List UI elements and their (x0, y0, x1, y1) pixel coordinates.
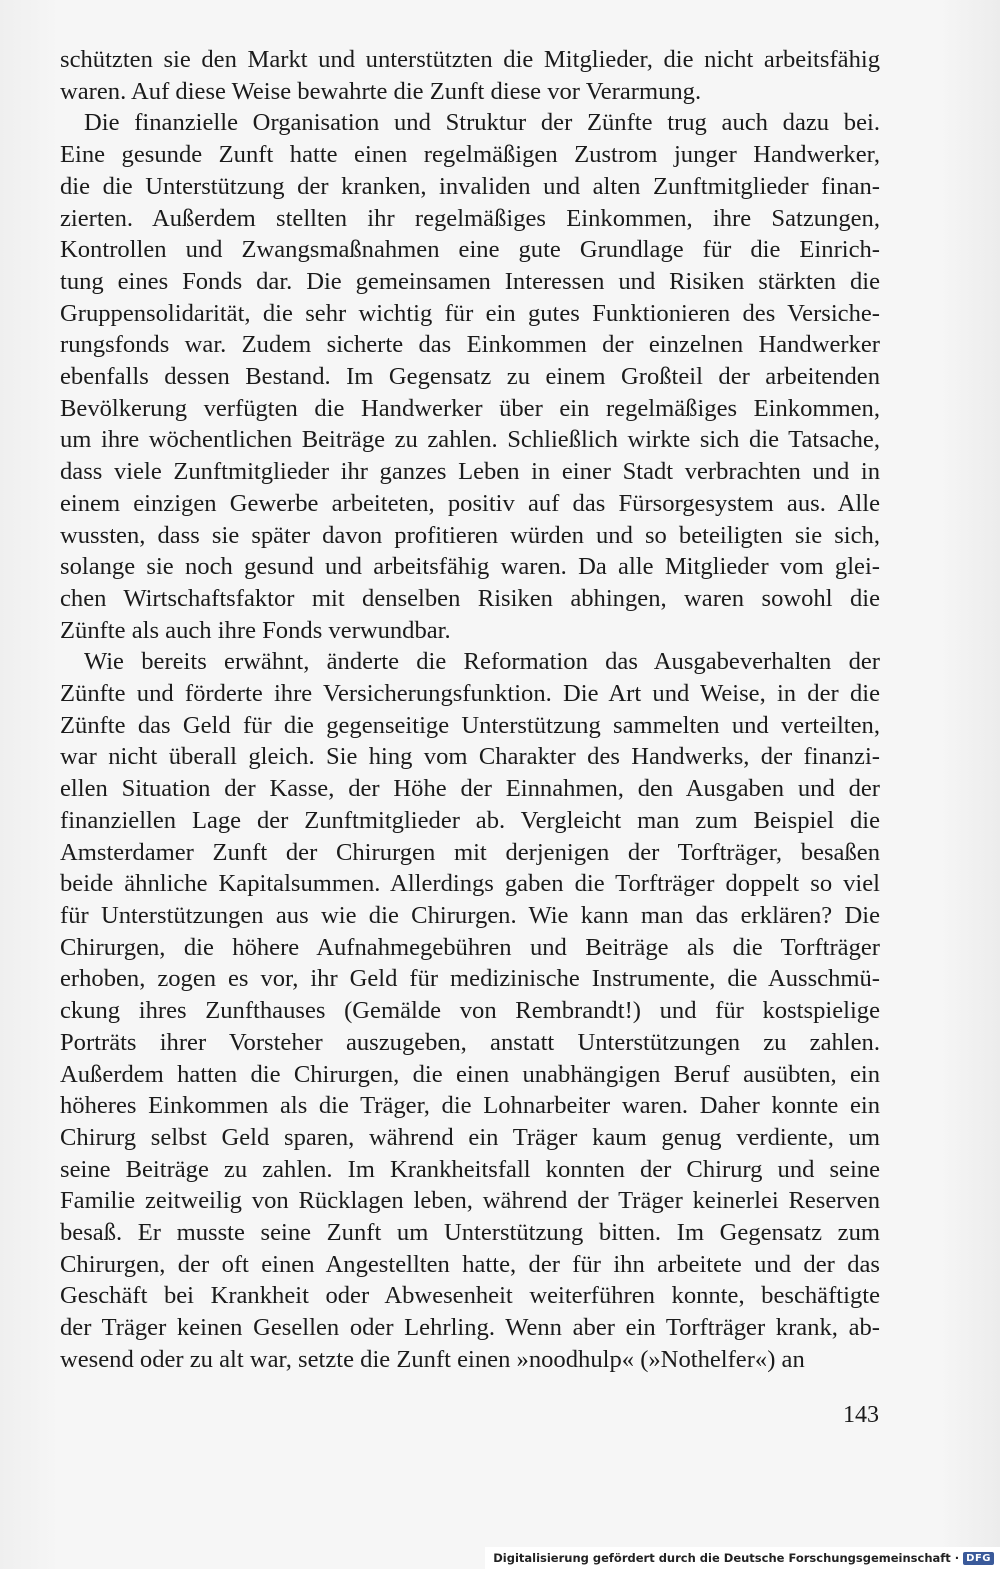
text-line: beide ähnliche Kapitalsummen. Allerdings gaben die Torfträger doppelt so viel (60, 870, 880, 898)
text-line: Gruppensolidarität, die sehr wichtig für ein gutes Funktionieren des Versiche- (60, 299, 880, 327)
text-line: Zünfte als auch ihre Fonds verwundbar. (60, 616, 451, 644)
text-line: zierten. Außerdem stellten ihr regelmäßiges Einkommen, ihre Satzungen, (60, 204, 880, 232)
text-line: für Unterstützungen aus wie die Chirurgen. Wie kann man das erklären? Die (60, 901, 880, 929)
text-line: finanziellen Lage der Zunftmitglieder ab. Vergleicht man zum Beispiel die (60, 806, 880, 834)
text-line: schützten sie den Markt und unterstützten die Mitglieder, die nicht arbeitsfähig (60, 46, 880, 73)
text-line: waren. Auf diese Weise bewahrte die Zunft diese vor Verarmung. (60, 77, 702, 105)
text-line: erhoben, zogen es vor, ihr Geld für medizinische Instrumente, die Ausschmü- (60, 965, 880, 993)
text-line: wussten, dass sie später davon profitieren würden und so beteiligten sie sich, (60, 521, 880, 549)
text-line: einem einzigen Gewerbe arbeiteten, positiv auf das Fürsorgesystem aus. Alle (60, 489, 880, 517)
text-line: ckung ihres Zunfthauses (Gemälde von Rembrandt!) und für kostspielige (60, 997, 880, 1025)
text-line: die die Unterstützung der kranken, invaliden und alten Zunftmitglieder finan- (60, 172, 880, 200)
text-line: besaß. Er musste seine Zunft um Unterstützung bitten. Im Gegensatz zum (60, 1219, 880, 1247)
body-text (60, 44, 880, 1376)
text-line: wesend oder zu alt war, setzte die Zunft einen »noodhulp« (»Nothelfer«) an (60, 1345, 805, 1373)
text-line: war nicht überall gleich. Sie hing vom Charakter des Handwerks, der finanzi- (60, 743, 880, 771)
text-line: Amsterdamer Zunft der Chirurgen mit derjenigen der Torfträger, besaßen (60, 838, 880, 866)
text-line: tung eines Fonds dar. Die gemeinsamen Interessen und Risiken stärkten die (60, 267, 880, 295)
text-line: solange sie noch gesund und arbeitsfähig waren. Da alle Mitglieder vom glei- (60, 553, 880, 581)
text-line: Chirurg selbst Geld sparen, während ein Träger kaum genug verdiente, um (60, 1123, 880, 1151)
text-line: dass viele Zunftmitglieder ihr ganzes Leben in einer Stadt verbrachten und in (60, 458, 880, 486)
text-line: höheres Einkommen als die Träger, die Lohnarbeiter waren. Daher konnte ein (60, 1092, 880, 1120)
text-line: Familie zeitweilig von Rücklagen leben, während der Träger keinerlei Reserven (60, 1187, 880, 1215)
dfg-logo-icon: DFG (963, 1552, 994, 1565)
text-line: der Träger keinen Gesellen oder Lehrling. Wenn aber ein Torfträger krank, ab- (60, 1314, 880, 1342)
text-line: Eine gesunde Zunft hatte einen regelmäßigen Zustrom junger Handwerker, (60, 141, 880, 169)
text-line: Chirurgen, der oft einen Angestellten hatte, der für ihn arbeitete und der das (60, 1250, 880, 1278)
text-line: Bevölkerung verfügten die Handwerker über ein regelmäßiges Einkommen, (60, 394, 880, 422)
text-line: Wie bereits erwähnt, änderte die Reformation das Ausgabeverhalten der (84, 648, 880, 676)
paragraph (60, 107, 880, 646)
text-line: Kontrollen und Zwangsmaßnahmen eine gute Grundlage für die Einrich- (60, 236, 880, 264)
text-line: Chirurgen, die höhere Aufnahmegebühren und Beiträge als die Torfträger (60, 933, 880, 961)
text-line: Geschäft bei Krankheit oder Abwesenheit weiterführen konnte, beschäftigte (60, 1282, 880, 1310)
digitization-credit-text: Digitalisierung gefördert durch die Deutsche Forschungsgemeinschaft · (493, 1551, 960, 1565)
paragraph (60, 44, 880, 107)
text-line: Die finanzielle Organisation und Struktur der Zünfte trug auch dazu bei. (84, 109, 880, 137)
page-number: 143 (843, 1402, 879, 1428)
text-line: Zünfte und förderte ihre Versicherungsfunktion. Die Art und Weise, in der die (60, 680, 880, 708)
text-line: rungsfonds war. Zudem sicherte das Einkommen der einzelnen Handwerker (60, 331, 880, 359)
text-line: Außerdem hatten die Chirurgen, die einen unabhängigen Beruf ausübten, ein (60, 1060, 880, 1088)
text-line: um ihre wöchentlichen Beiträge zu zahlen. Schließlich wirkte sich die Tatsache, (60, 426, 880, 454)
text-line: ellen Situation der Kasse, der Höhe der Einnahmen, den Ausgaben und der (60, 775, 880, 803)
text-line: seine Beiträge zu zahlen. Im Krankheitsfall konnten der Chirurg und seine (60, 1155, 880, 1183)
paragraph (60, 646, 880, 1375)
text-line: ebenfalls dessen Bestand. Im Gegensatz zu einem Großteil der arbeitenden (60, 363, 880, 391)
text-line: Porträts ihrer Vorsteher auszugeben, anstatt Unterstützungen zu zahlen. (60, 1028, 880, 1056)
text-line: chen Wirtschaftsfaktor mit denselben Risiken abhingen, waren sowohl die (60, 584, 880, 612)
digitization-credit (485, 1547, 1000, 1569)
text-line: Zünfte das Geld für die gegenseitige Unterstützung sammelten und verteilten, (60, 711, 880, 739)
